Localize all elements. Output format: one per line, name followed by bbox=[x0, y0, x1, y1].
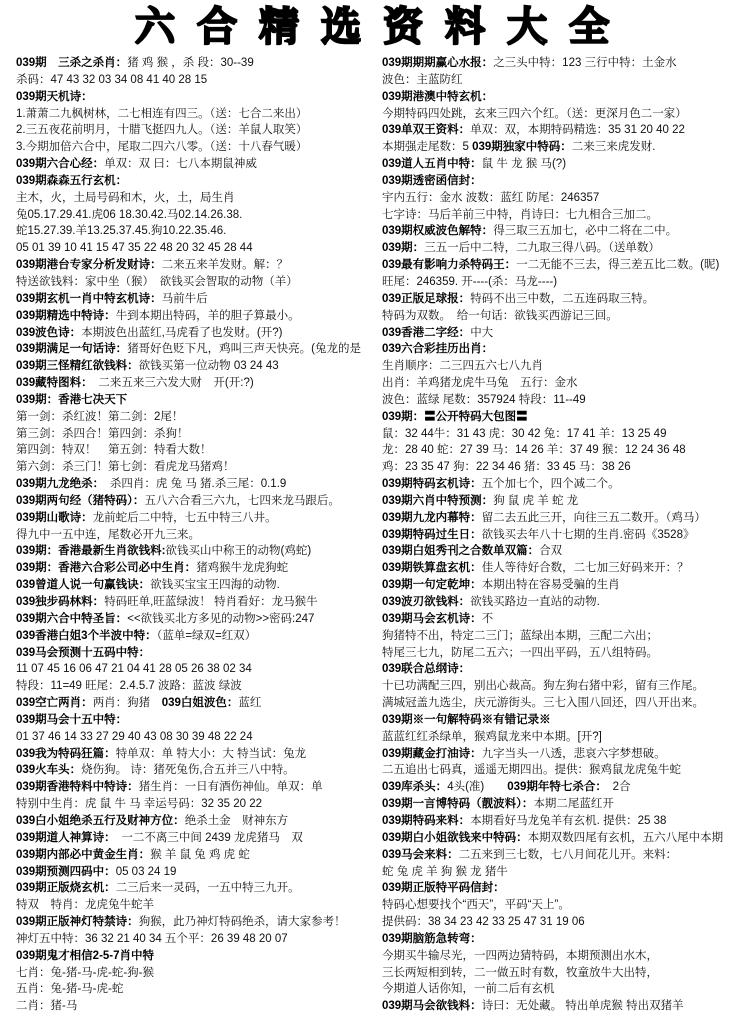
line-label: 039单双王资料： bbox=[382, 124, 471, 137]
line-text: 本期双数四尾有玄机，五六八尾中本期 bbox=[527, 831, 724, 844]
line-text: 今期买牛输尽光，一四两边猜特码，本期预测出水木， bbox=[382, 949, 658, 962]
text-line bbox=[382, 341, 738, 358]
line-text: 欲钱买宝宝王四海的动物. bbox=[150, 579, 280, 592]
line-label: 039曾道人说一句赢钱诀： bbox=[16, 579, 151, 592]
line-text: 蛇 兔 虎 羊 狗 猴 龙 猪牛 bbox=[382, 865, 508, 878]
text-line bbox=[382, 122, 738, 139]
line-label: 039波刃欲钱料： bbox=[382, 596, 471, 608]
text-line bbox=[16, 190, 376, 207]
line-text: 中大 bbox=[470, 326, 494, 339]
text-line bbox=[16, 358, 376, 375]
line-text: 五个加七个，四个减二个。 bbox=[481, 478, 620, 491]
line-text: 提供码：38 34 23 42 33 25 47 31 19 06 bbox=[382, 916, 585, 929]
line-label: 039期：香港最新生肖欲钱料: bbox=[16, 545, 166, 558]
line-label: 039期权威波色解特： bbox=[382, 225, 494, 238]
text-line bbox=[16, 914, 376, 931]
line-text: 猴 羊 鼠 兔 鸡 虎 蛇 bbox=[150, 848, 250, 861]
line-text: 蛇15.27.39.羊13.25.37.45.狗10.22.35.46. bbox=[16, 225, 227, 238]
page-title: 六合精选资料大全 bbox=[135, 4, 631, 50]
text-line bbox=[16, 341, 376, 358]
text-line bbox=[16, 948, 376, 965]
text-line bbox=[382, 981, 738, 998]
line-text: 特送欲钱料：家中坐（猴） 欲钱买会智取的动物（羊） bbox=[16, 275, 298, 288]
text-line bbox=[16, 661, 376, 678]
line-text: 狗 鼠 虎 羊 蛇 龙 bbox=[493, 494, 579, 507]
text-line bbox=[16, 628, 376, 645]
line-text: 今期特码四处跳，玄来三四六个红。（送：更深月色二一家） bbox=[382, 107, 687, 120]
line-text: 欲钱买第一位动物 03 24 43 bbox=[138, 360, 279, 373]
text-line bbox=[382, 426, 738, 443]
line-label: 039期正版特平码信封： bbox=[382, 882, 505, 895]
text-line bbox=[382, 207, 738, 224]
line-label: 039库杀头： bbox=[382, 781, 448, 794]
text-line bbox=[382, 493, 738, 510]
line-text: 本期出特在容易受骗的生肖 bbox=[481, 579, 620, 592]
line-label: 039期山歌诗： bbox=[16, 511, 93, 524]
text-line bbox=[382, 611, 738, 628]
line-text: 十已功满配三四，别出心裁高。狗左狗右猪中彩，留有三作尾。 bbox=[382, 680, 704, 693]
line-text: 二三后来一灵码，一五中特三九开。 bbox=[115, 882, 300, 895]
text-line bbox=[382, 796, 738, 813]
text-line bbox=[382, 628, 738, 645]
line-label: 039期六肖中特预测： bbox=[382, 494, 494, 507]
line-label: 039期九龙内幕特： bbox=[382, 511, 482, 524]
line-text: 神灯五中特：36 32 21 40 34 五个平：26 39 48 20 07 bbox=[16, 932, 288, 945]
text-line bbox=[382, 678, 738, 695]
line-text: 马前牛后 bbox=[161, 292, 208, 305]
line-text: 欲钱买路边一直站的动物. bbox=[470, 596, 600, 608]
line-text: 诗曰：无处藏。 特出单虎猴 特出双猪羊 bbox=[481, 1000, 684, 1013]
text-line bbox=[16, 594, 376, 611]
text-line bbox=[16, 308, 376, 325]
line-text: 狗猪特不出，特定二三门；蓝绿出本期，三配二六出； bbox=[382, 629, 658, 642]
line-text: 特尾三七九，防尾二五六；一四出平码，五八组特码。 bbox=[382, 646, 658, 659]
text-line bbox=[382, 729, 738, 746]
line-text: 烧伤狗。 诗：猪死兔伤,合五并三八中特。 bbox=[81, 764, 295, 777]
line-label: 039期： bbox=[382, 242, 425, 255]
text-line bbox=[382, 645, 738, 662]
line-text: 第四剑：特双！ 第五剑：特看大数！ bbox=[16, 444, 212, 457]
line-label: 039道人五肖中特： bbox=[382, 158, 482, 171]
line-text: 波色：蓝绿 尾数：357924 特段：11--49 bbox=[382, 393, 586, 406]
text-line bbox=[16, 476, 376, 493]
line-text: 05 01 39 10 41 15 47 35 22 48 20 32 45 28 44 bbox=[16, 242, 253, 255]
line-label: 039期※一句解特码※有错记录※ bbox=[382, 713, 551, 726]
line-label: 039波色诗： bbox=[16, 326, 82, 339]
line-label: 039期期期赢心水报： bbox=[382, 57, 494, 69]
text-line bbox=[16, 156, 376, 173]
line-text: 单双：双，本期特码精选：35 31 20 40 22 bbox=[470, 124, 685, 137]
text-line bbox=[16, 55, 376, 72]
text-line bbox=[382, 661, 738, 678]
text-line bbox=[16, 442, 376, 459]
line-text: 狗猴，此乃神灯特码绝杀，请大家参考！ bbox=[138, 916, 346, 929]
line-text: （蓝单=绿双=红双） bbox=[156, 629, 257, 642]
line-label: 039藏特图料： bbox=[16, 377, 87, 390]
line-text: 一二不离三中间 2439 龙虎猪马 双 bbox=[109, 831, 303, 844]
text-line bbox=[382, 409, 738, 426]
text-line bbox=[16, 207, 376, 224]
line-label: 039期特码来料： bbox=[382, 814, 471, 827]
line-label: 039期脑筋急转弯： bbox=[382, 932, 482, 945]
text-line bbox=[382, 156, 738, 173]
text-line bbox=[16, 645, 376, 662]
line-text: 特别中生肖：虎 鼠 牛 马 幸运号码：32 35 20 22 bbox=[16, 798, 263, 811]
text-line bbox=[382, 527, 738, 544]
text-line bbox=[382, 442, 738, 459]
text-line bbox=[16, 577, 376, 594]
line-label: 039期玄机一肖中特玄机诗： bbox=[16, 292, 162, 305]
line-text: 得三取三五加七，必中二将在二中。 bbox=[493, 225, 678, 238]
text-line bbox=[16, 813, 376, 830]
line-text: 七字诗：马后羊前三中特，肖诗曰：七九相合三加二。 bbox=[382, 208, 658, 221]
text-line bbox=[382, 325, 738, 342]
text-line bbox=[16, 89, 376, 106]
text-line bbox=[382, 173, 738, 190]
text-line bbox=[382, 139, 738, 156]
line-text: 欲钱买去年八十七期的生肖.密码《3528》 bbox=[481, 528, 695, 541]
line-label: 039期内部必中黄金生肖： bbox=[16, 848, 151, 861]
text-line bbox=[16, 106, 376, 123]
text-line bbox=[16, 72, 376, 89]
line-text: 杀四肖：虎 兔 马 猪.杀三尾：0.1.9 bbox=[98, 478, 287, 491]
text-line bbox=[382, 55, 738, 72]
line-label: 039期森森五行玄机： bbox=[16, 174, 128, 187]
text-line bbox=[16, 981, 376, 998]
text-line bbox=[382, 240, 738, 257]
text-line bbox=[382, 510, 738, 527]
text-line bbox=[16, 527, 376, 544]
text-line bbox=[16, 493, 376, 510]
line-label: 039期独家中特码： bbox=[472, 141, 572, 154]
line-label: 039马会来料： bbox=[382, 848, 459, 861]
line-label: 039期：香港七决天下 bbox=[16, 393, 128, 406]
line-text: 三长两短相到转，二一做五时有数，牧童放牛大出特， bbox=[382, 966, 658, 979]
text-line bbox=[382, 914, 738, 931]
text-line bbox=[382, 931, 738, 948]
text-line bbox=[382, 291, 738, 308]
text-line bbox=[382, 476, 738, 493]
line-label: 039香港二字经： bbox=[382, 326, 471, 339]
line-text: 猪哥好色贬下凡，鸡叫三声天快亮。(兔龙的是 bbox=[127, 343, 362, 356]
text-line bbox=[382, 257, 738, 274]
text-line bbox=[16, 426, 376, 443]
text-line bbox=[382, 830, 738, 847]
line-text: 龙：28 40 蛇：27 39 马：14 26 羊：37 49 猴：12 24 36 48 bbox=[382, 444, 686, 457]
line-text: 杀码：47 43 32 03 34 08 41 40 28 15 bbox=[16, 73, 208, 86]
text-line bbox=[382, 392, 738, 409]
line-text: 五八六合看三六九，七四来龙马跟后。 bbox=[144, 494, 340, 507]
line-text: 猪生肖：一日有酒伤神仙。单双：单 bbox=[138, 781, 323, 794]
line-label: 039期白姐秀刊之合数单双篇： bbox=[382, 545, 540, 558]
text-line bbox=[382, 72, 738, 89]
line-text: 特码心想要找个“西天”，平码“天上”。 bbox=[382, 899, 570, 912]
line-text: 九字当头一八透，悲哀六字梦想破。 bbox=[481, 747, 666, 760]
line-text: 2.三五夜花前明月，十腊飞挺四九人。（送：羊鼠人取笑） bbox=[16, 124, 308, 137]
line-text: 特码不出三中数，二五连码取三特。 bbox=[470, 292, 655, 305]
line-label: 039期马会十五中特： bbox=[16, 713, 128, 726]
text-line bbox=[16, 325, 376, 342]
line-text: 一二无能不三去，得三差五比二数。(昵) bbox=[516, 259, 720, 272]
text-line bbox=[382, 223, 738, 240]
line-text: 鼠 牛 龙 猴 马(?) bbox=[481, 158, 567, 171]
line-text: 3.今期加倍六合中，尾取二四六八零。（送：十八春气暖） bbox=[16, 141, 308, 154]
line-text: 本期强走尾数：5 bbox=[382, 141, 473, 154]
line-text: 特双 特肖：龙虎兔牛蛇羊 bbox=[16, 899, 154, 912]
text-line bbox=[16, 931, 376, 948]
line-text: <<欲钱买北方多见的动物>>密码:247 bbox=[127, 612, 315, 625]
line-text: 二肖：猪-马 bbox=[16, 1000, 78, 1013]
line-label: 039空亡两肖： bbox=[16, 697, 93, 710]
line-label: 039期马会欲钱料： bbox=[382, 1000, 482, 1013]
line-text: 本期二尾蓝红开 bbox=[533, 798, 614, 811]
line-label: 039期鬼才相信2-5-7肖中特 bbox=[16, 949, 155, 962]
left-column bbox=[16, 55, 376, 1017]
line-label: 039期港台专家分析发财诗： bbox=[16, 259, 162, 272]
line-text: 猪鸡猴牛龙虎狗蛇 bbox=[196, 562, 289, 575]
line-text: 今期道人话你知，一前二后有玄机 bbox=[382, 983, 555, 996]
line-text: 单双：双 曰：七八本期鼠神威 bbox=[104, 158, 257, 171]
line-text: 二来五来羊发财。解：？ bbox=[161, 259, 289, 272]
text-line bbox=[16, 392, 376, 409]
text-line bbox=[382, 965, 738, 982]
line-label: 039期三怪精红欲钱料： bbox=[16, 360, 139, 373]
text-line bbox=[16, 375, 376, 392]
text-line bbox=[382, 560, 738, 577]
line-text: 绝杀土金 财神东方 bbox=[184, 814, 289, 827]
text-line bbox=[382, 375, 738, 392]
line-label: 039期：香港六合彩公司必中生肖： bbox=[16, 562, 197, 575]
line-text: 2合 bbox=[601, 781, 631, 794]
line-label: 039独步码林料： bbox=[16, 596, 105, 608]
line-label: 039联合总纲诗： bbox=[382, 663, 471, 676]
line-text: 4头(准) bbox=[447, 781, 508, 794]
line-text: 欲钱买山中称王的动物(鸡蛇) bbox=[165, 545, 312, 558]
line-text: 11 07 45 16 06 47 21 04 41 28 05 26 38 02 34 bbox=[16, 663, 252, 676]
text-line bbox=[16, 965, 376, 982]
text-line bbox=[382, 190, 738, 207]
line-label: 039期预测四码中： bbox=[16, 865, 116, 878]
text-line bbox=[16, 864, 376, 881]
line-label: 039期特码过生日： bbox=[382, 528, 482, 541]
text-line bbox=[16, 880, 376, 897]
line-text: 留二去五此三开，向往三五二数开。（鸡马） bbox=[481, 511, 706, 524]
line-text: 鼠：32 44牛：31 43 虎：30 42 兔：17 41 羊：13 25 49 bbox=[382, 427, 667, 440]
text-line bbox=[16, 796, 376, 813]
line-text: 宇内五行：金水 波数：蓝红 防尾：246357 bbox=[382, 191, 600, 204]
line-label: 039期一言博特码（靓波料）： bbox=[382, 798, 534, 811]
text-line bbox=[382, 358, 738, 375]
text-line bbox=[16, 139, 376, 156]
text-line bbox=[16, 543, 376, 560]
line-text: 二五追出七码真，遥遥无期四出。提供：猴鸡鼠龙虎兔牛蛇 bbox=[382, 764, 681, 777]
line-text: 第一剑：杀红波！第二剑：2尾！ bbox=[16, 410, 184, 423]
text-line bbox=[16, 897, 376, 914]
line-label: 039期天机诗： bbox=[16, 90, 93, 103]
text-line bbox=[16, 847, 376, 864]
line-label: 039期道人神算诗： bbox=[16, 831, 110, 844]
line-label: 039期正版神灯特禁诗： bbox=[16, 916, 139, 929]
text-line bbox=[382, 274, 738, 291]
line-text: 本期看好马龙兔羊有玄机. 提供：25 38 bbox=[470, 814, 667, 827]
text-line bbox=[382, 847, 738, 864]
line-text: 特码旺单,旺蓝绿波！ 特肖看好：龙马猴牛 bbox=[104, 596, 318, 608]
text-line bbox=[382, 897, 738, 914]
text-line bbox=[16, 223, 376, 240]
line-text: 二来三来虎发财. bbox=[571, 141, 656, 154]
text-line bbox=[16, 729, 376, 746]
text-line bbox=[382, 864, 738, 881]
text-line bbox=[382, 779, 738, 796]
text-line bbox=[16, 257, 376, 274]
text-line bbox=[382, 998, 738, 1015]
text-line bbox=[382, 712, 738, 729]
text-line bbox=[16, 746, 376, 763]
line-text: 牛到本期出特码，羊的胆子算最小。 bbox=[115, 309, 300, 322]
line-label: 039期满足一句话诗： bbox=[16, 343, 128, 356]
line-label: 039香港白姐3个半波中特： bbox=[16, 629, 157, 642]
text-line bbox=[16, 291, 376, 308]
line-text: 龙前蛇后二中特，七五中特三八井。 bbox=[92, 511, 277, 524]
line-label: 039期透密函信封： bbox=[382, 174, 482, 187]
line-label: 039期 三杀之杀肖： bbox=[16, 57, 128, 69]
text-line bbox=[382, 880, 738, 897]
line-text: 出肖：羊鸡猪龙虎牛马兔 五行：金水 bbox=[382, 377, 578, 390]
line-text: 旺尾：246359. 开----(杀：马龙----) bbox=[382, 275, 558, 288]
line-label: 039正版足球报： bbox=[382, 292, 471, 305]
line-text: 波色：主蓝防红 bbox=[382, 73, 463, 86]
line-label: 039期铁算盘玄机： bbox=[382, 562, 482, 575]
line-text: 两肖：狗猪 bbox=[92, 697, 162, 710]
line-text: 本期波色出蓝红,马虎看了也发财。(开?) bbox=[81, 326, 283, 339]
text-line bbox=[382, 543, 738, 560]
line-label: 039期九龙绝杀： bbox=[16, 478, 99, 491]
line-text: 特单双：单 特大小：大 特当试：兔龙 bbox=[115, 747, 307, 760]
text-line bbox=[16, 830, 376, 847]
text-line bbox=[16, 122, 376, 139]
text-line bbox=[382, 308, 738, 325]
text-line bbox=[16, 510, 376, 527]
line-label: 039期白小姐欲钱来中特码： bbox=[382, 831, 528, 844]
text-line bbox=[16, 560, 376, 577]
line-text: 猪 鸡 猴 ，杀 段：30--39 bbox=[127, 57, 254, 69]
line-label: 039期马会玄机诗： bbox=[382, 612, 482, 625]
text-line bbox=[382, 762, 738, 779]
line-text: 七肖：兔-猪-马-虎-蛇-狗-猴 bbox=[16, 966, 154, 979]
line-text: 二五来到三七数，七八月间花儿开。来料： bbox=[458, 848, 678, 861]
text-line bbox=[16, 779, 376, 796]
line-text: 蓝红 bbox=[238, 697, 262, 710]
line-text: 之三头中特：123 三行中特：土金水 bbox=[493, 57, 677, 69]
line-text: 三五一后中二特，二九取三得八码。（送单数） bbox=[424, 242, 660, 255]
line-label: 039期精选中特诗： bbox=[16, 309, 116, 322]
line-text: 二来五来三六发大财 开(开:?) bbox=[86, 377, 254, 390]
text-line bbox=[382, 695, 738, 712]
line-label: 039期一句定乾坤： bbox=[382, 579, 482, 592]
text-line bbox=[382, 594, 738, 611]
line-label: 039期六合心经： bbox=[16, 158, 105, 171]
line-text: 第三剑：杀四合！第四剑：杀狗！ bbox=[16, 427, 189, 440]
text-line bbox=[382, 813, 738, 830]
text-line bbox=[16, 611, 376, 628]
line-label: 039白小姐绝杀五行及财神方位： bbox=[16, 814, 185, 827]
line-text: 满城冠盖九选尘，庆元游街头。三七入围八回还，四八开出来。 bbox=[382, 697, 704, 710]
line-label: 039我为特码狂篇： bbox=[16, 747, 116, 760]
line-text: 兔05.17.29.41.虎06 18.30.42.马02.14.26.38. bbox=[16, 208, 243, 221]
line-label: 039期：〓公开特码大包图〓 bbox=[382, 410, 528, 423]
line-text: 蓝蓝红红杀绿单，猴鸡鼠龙来中本期。[开?] bbox=[382, 730, 602, 743]
text-line bbox=[16, 678, 376, 695]
text-line bbox=[16, 240, 376, 257]
text-line bbox=[382, 948, 738, 965]
text-line bbox=[16, 409, 376, 426]
text-line bbox=[16, 173, 376, 190]
line-text: 01 37 46 14 33 27 29 40 43 08 30 39 48 22 24 bbox=[16, 730, 253, 743]
text-line bbox=[382, 459, 738, 476]
line-label: 039最有影响力杀特码王： bbox=[382, 259, 517, 272]
line-text: 不 bbox=[481, 612, 494, 625]
right-column bbox=[382, 55, 738, 1017]
line-text: 合双 bbox=[539, 545, 563, 558]
text-line bbox=[382, 746, 738, 763]
line-label: 039期六合中特圣旨： bbox=[16, 612, 128, 625]
text-line bbox=[382, 89, 738, 106]
line-label: 039白姐波色： bbox=[161, 697, 239, 710]
line-text: 佳人等待好合数，二七加三好码来开：？ bbox=[481, 562, 689, 575]
text-line bbox=[16, 459, 376, 476]
line-label: 039期年特七杀合： bbox=[507, 781, 602, 794]
line-text: 五肖：兔-猪-马-虎-蛇 bbox=[16, 983, 124, 996]
line-label: 039期港澳中特玄机： bbox=[382, 90, 494, 103]
line-label: 039期香港特料中特诗： bbox=[16, 781, 139, 794]
line-label: 039火车头： bbox=[16, 764, 82, 777]
text-line bbox=[382, 106, 738, 123]
text-line bbox=[16, 274, 376, 291]
line-label: 039马会预测十五码中特： bbox=[16, 646, 151, 659]
line-label: 039期正版烧玄机： bbox=[16, 882, 116, 895]
line-label: 039期两句经（猪特码）： bbox=[16, 494, 145, 507]
text-line bbox=[16, 762, 376, 779]
line-label: 039期特码玄机诗： bbox=[382, 478, 482, 491]
line-text: 第六剑：杀三门！第七剑：看虎龙马猪鸡！ bbox=[16, 461, 235, 474]
line-text: 得九中一五中连，尾数必开九三来。 bbox=[16, 528, 200, 541]
line-text: 生肖顺序：二三四五六七八九肖 bbox=[382, 360, 543, 373]
line-label: 039六合彩挂历出肖： bbox=[382, 343, 494, 356]
line-label: 039期藏金打油诗： bbox=[382, 747, 482, 760]
line-text: 1.萧萧二九枫树林，二七相连有四三。（送：七合二来出） bbox=[16, 107, 308, 120]
line-text: 鸡：23 35 47 狗：22 34 46 猪：33 45 马：38 26 bbox=[382, 461, 631, 474]
line-text: 特码为双数。 给一句话：欲钱买西游记三回。 bbox=[382, 309, 618, 322]
text-line bbox=[16, 695, 376, 712]
text-line bbox=[16, 712, 376, 729]
line-text: 特段：11=49 旺尾：2.4.5.7 波路：蓝波 绿波 bbox=[16, 680, 242, 693]
text-line bbox=[382, 577, 738, 594]
line-text: 主木，火，土局号码和木，火，土，局生肖 bbox=[16, 191, 235, 204]
line-text: 05 03 24 19 bbox=[115, 865, 177, 878]
text-line bbox=[16, 998, 376, 1015]
